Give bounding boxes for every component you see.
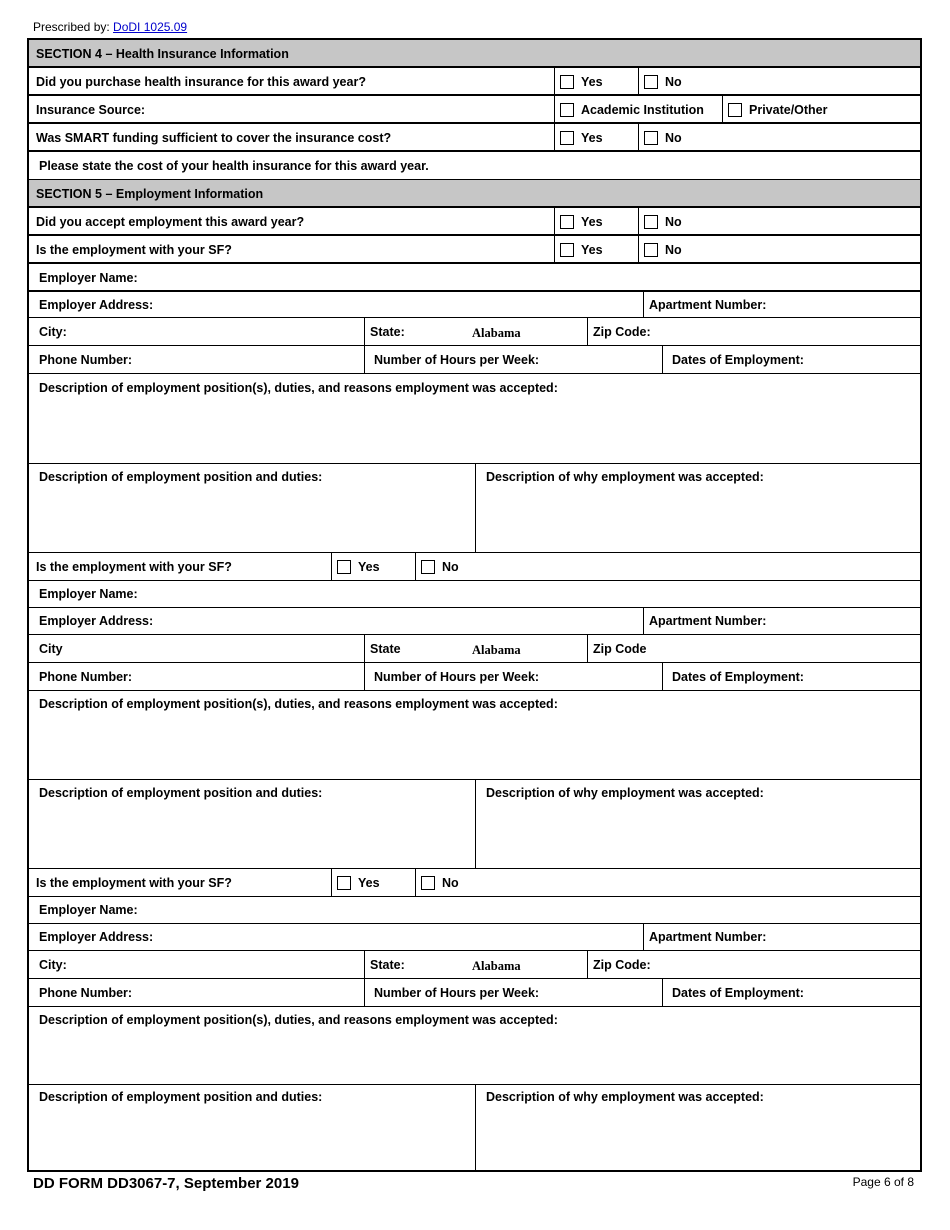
emp2-state-label: State [370,642,401,656]
emp2-sf-yes-label: Yes [358,560,380,574]
emp2-q-sf: Is the employment with your SF? [36,560,232,574]
emp1-sf-no-checkbox[interactable] [644,243,658,257]
smart-no-label: No [665,131,682,145]
emp3-state-value: Alabama [472,959,521,973]
emp1-q-sf: Is the employment with your SF? [36,243,232,257]
emp3-sf-no-checkbox[interactable] [421,876,435,890]
emp1-apartment-label: Apartment Number: [649,298,767,312]
emp3-sf-no-label: No [442,876,459,890]
smart-no-option [638,124,920,150]
q-insurance-source: Insurance Source: [36,103,146,117]
accept-yes-checkbox[interactable] [560,215,574,229]
emp3-desc-why-field[interactable] [475,1085,920,1172]
purchase-no-checkbox[interactable] [644,75,658,89]
accept-no-label: No [665,215,682,229]
emp2-desc-duties-label: Description of employment position and duties: [39,786,323,800]
q-smart-funding: Was SMART funding sufficient to cover the insurance cost? [36,131,392,145]
emp2-sf-no-checkbox[interactable] [421,560,435,574]
emp2-state-field[interactable] [364,635,587,662]
emp3-city-row [29,951,920,979]
page-number: Page 6 of 8 [852,1175,914,1189]
emp2-hours-label: Number of Hours per Week: [374,670,540,684]
emp1-employer-name-row[interactable] [29,264,920,292]
emp3-hours-field[interactable] [364,979,662,1006]
accept-yes-option [554,208,638,234]
emp3-q-sf: Is the employment with your SF? [36,876,232,890]
emp1-desc-full-label: Description of employment position(s), duties, and reasons employment was accepted: [39,381,558,395]
emp1-address-row [29,292,920,318]
emp3-address-label: Employer Address: [39,930,154,944]
emp1-sf-no-option [638,236,920,262]
emp2-zip-field[interactable] [587,635,920,662]
emp1-sf-row [29,236,920,264]
accept-yes-label: Yes [581,215,603,229]
source-private-option [722,96,920,122]
emp3-desc-full-label: Description of employment position(s), duties, and reasons employment was accepted: [39,1013,558,1027]
emp2-dates-field[interactable] [662,663,920,690]
emp2-state-value: Alabama [472,643,521,657]
row-insurance-cost[interactable] [29,152,920,180]
emp2-sf-row [29,553,920,581]
emp2-phone-label: Phone Number: [39,670,133,684]
emp2-zip-label: Zip Code [593,642,647,656]
emp3-city-label: City: [39,958,67,972]
emp2-hours-field[interactable] [364,663,662,690]
emp2-employer-name-row[interactable] [29,581,920,608]
emp3-address-field[interactable] [29,924,643,950]
emp1-hours-label: Number of Hours per Week: [374,353,540,367]
emp3-state-field[interactable] [364,951,587,978]
emp2-apartment-label: Apartment Number: [649,614,767,628]
emp3-zip-field[interactable] [587,951,920,978]
purchase-yes-label: Yes [581,75,603,89]
emp3-sf-yes-checkbox[interactable] [337,876,351,890]
smart-yes-option [554,124,638,150]
emp1-city-row [29,318,920,346]
smart-yes-label: Yes [581,131,603,145]
emp1-address-label: Employer Address: [39,298,154,312]
emp1-zip-label: Zip Code: [593,325,651,339]
prescribed-by [33,20,187,34]
emp1-desc-duties-label: Description of employment position and duties: [39,470,323,484]
source-academic-checkbox[interactable] [560,103,574,117]
emp2-phone-field[interactable] [29,663,364,690]
emp3-state-label: State: [370,958,405,972]
emp3-phone-label: Phone Number: [39,986,133,1000]
row-smart-funding [29,124,920,152]
emp2-desc-why-label: Description of why employment was accepted: [486,786,764,800]
emp1-desc-row [29,464,920,553]
emp1-desc-duties-field[interactable] [29,464,475,552]
emp1-hours-field[interactable] [364,346,662,373]
emp2-dates-label: Dates of Employment: [672,670,804,684]
emp3-dates-label: Dates of Employment: [672,986,804,1000]
emp1-sf-yes-checkbox[interactable] [560,243,574,257]
emp2-desc-why-field[interactable] [475,780,920,868]
smart-no-checkbox[interactable] [644,131,658,145]
emp1-state-label: State: [370,325,405,339]
prescribed-label: Prescribed by: [33,20,114,34]
emp2-sf-yes-option [331,553,415,580]
emp3-sf-yes-option [331,869,415,896]
source-academic-label: Academic Institution [581,103,704,117]
emp2-sf-no-label: No [442,560,459,574]
emp3-desc-duties-label: Description of employment position and duties: [39,1090,323,1104]
section5-header [29,180,920,208]
emp3-sf-yes-label: Yes [358,876,380,890]
emp1-desc-why-field[interactable] [475,464,920,552]
emp3-employer-name-row[interactable] [29,897,920,924]
emp2-apartment-field[interactable] [643,608,920,634]
emp1-phone-label: Phone Number: [39,353,133,367]
emp1-apartment-field[interactable] [643,292,920,317]
emp3-phone-field[interactable] [29,979,364,1006]
purchase-no-option [638,68,920,94]
emp1-address-field[interactable] [29,292,643,317]
emp1-employer-name-label: Employer Name: [39,271,138,285]
accept-no-checkbox[interactable] [644,215,658,229]
emp2-address-row [29,608,920,635]
emp2-city-field[interactable] [29,635,364,662]
emp3-sf-row [29,869,920,897]
section5-title: SECTION 5 – Employment Information [36,187,264,201]
emp1-state-field[interactable] [364,318,587,345]
emp3-zip-label: Zip Code: [593,958,651,972]
source-academic-option [554,96,722,122]
emp1-phone-row [29,346,920,374]
emp2-phone-row [29,663,920,691]
emp1-sf-yes-option [554,236,638,262]
emp2-desc-duties-field[interactable] [29,780,475,868]
emp2-sf-yes-checkbox[interactable] [337,560,351,574]
row-accept-employment [29,208,920,236]
form-body [27,38,922,1172]
emp1-zip-field[interactable] [587,318,920,345]
emp3-hours-label: Number of Hours per Week: [374,986,540,1000]
emp1-desc-full-field[interactable] [29,374,920,464]
emp1-state-value: Alabama [472,326,521,340]
emp2-city-label: City [39,642,63,656]
q-purchase-insurance: Did you purchase health insurance for this award year? [36,75,366,89]
source-private-label: Private/Other [749,103,828,117]
emp2-desc-full-field[interactable] [29,691,920,780]
accept-no-option [638,208,920,234]
purchase-yes-option [554,68,638,94]
form-id: DD FORM DD3067-7, September 2019 [33,1175,299,1192]
source-private-checkbox[interactable] [728,103,742,117]
q-accept-employment: Did you accept employment this award year? [36,215,305,229]
emp3-desc-why-label: Description of why employment was accepted: [486,1090,764,1104]
emp2-sf-no-option [415,553,475,580]
emp2-employer-name-label: Employer Name: [39,587,138,601]
section4-header [29,40,920,68]
purchase-no-label: No [665,75,682,89]
purchase-yes-checkbox[interactable] [560,75,574,89]
dodi-link[interactable]: DoDI 1025.09 [113,20,188,34]
emp3-desc-row [29,1085,920,1172]
emp3-apartment-field[interactable] [643,924,920,950]
emp3-desc-full-field[interactable] [29,1007,920,1085]
emp3-dates-field[interactable] [662,979,920,1006]
emp3-employer-name-label: Employer Name: [39,903,138,917]
emp1-dates-field[interactable] [662,346,920,373]
emp1-dates-label: Dates of Employment: [672,353,804,367]
emp1-city-label: City: [39,325,67,339]
emp1-sf-yes-label: Yes [581,243,603,257]
row-insurance-source [29,96,920,124]
emp2-address-field[interactable] [29,608,643,634]
emp2-desc-full-label: Description of employment position(s), duties, and reasons employment was accepted: [39,697,558,711]
emp3-sf-no-option [415,869,475,896]
emp3-phone-row [29,979,920,1007]
insurance-cost-prompt: Please state the cost of your health insurance for this award year. [39,159,429,173]
emp1-sf-no-label: No [665,243,682,257]
emp3-city-field[interactable] [29,951,364,978]
emp3-desc-duties-field[interactable] [29,1085,475,1172]
emp3-apartment-label: Apartment Number: [649,930,767,944]
emp3-address-row [29,924,920,951]
emp2-address-label: Employer Address: [39,614,154,628]
emp1-desc-why-label: Description of why employment was accepted: [486,470,764,484]
emp2-city-row [29,635,920,663]
smart-yes-checkbox[interactable] [560,131,574,145]
emp1-city-field[interactable] [29,318,364,345]
emp2-desc-row [29,780,920,869]
emp1-phone-field[interactable] [29,346,364,373]
section4-title: SECTION 4 – Health Insurance Information [36,47,289,61]
row-purchase-insurance [29,68,920,96]
